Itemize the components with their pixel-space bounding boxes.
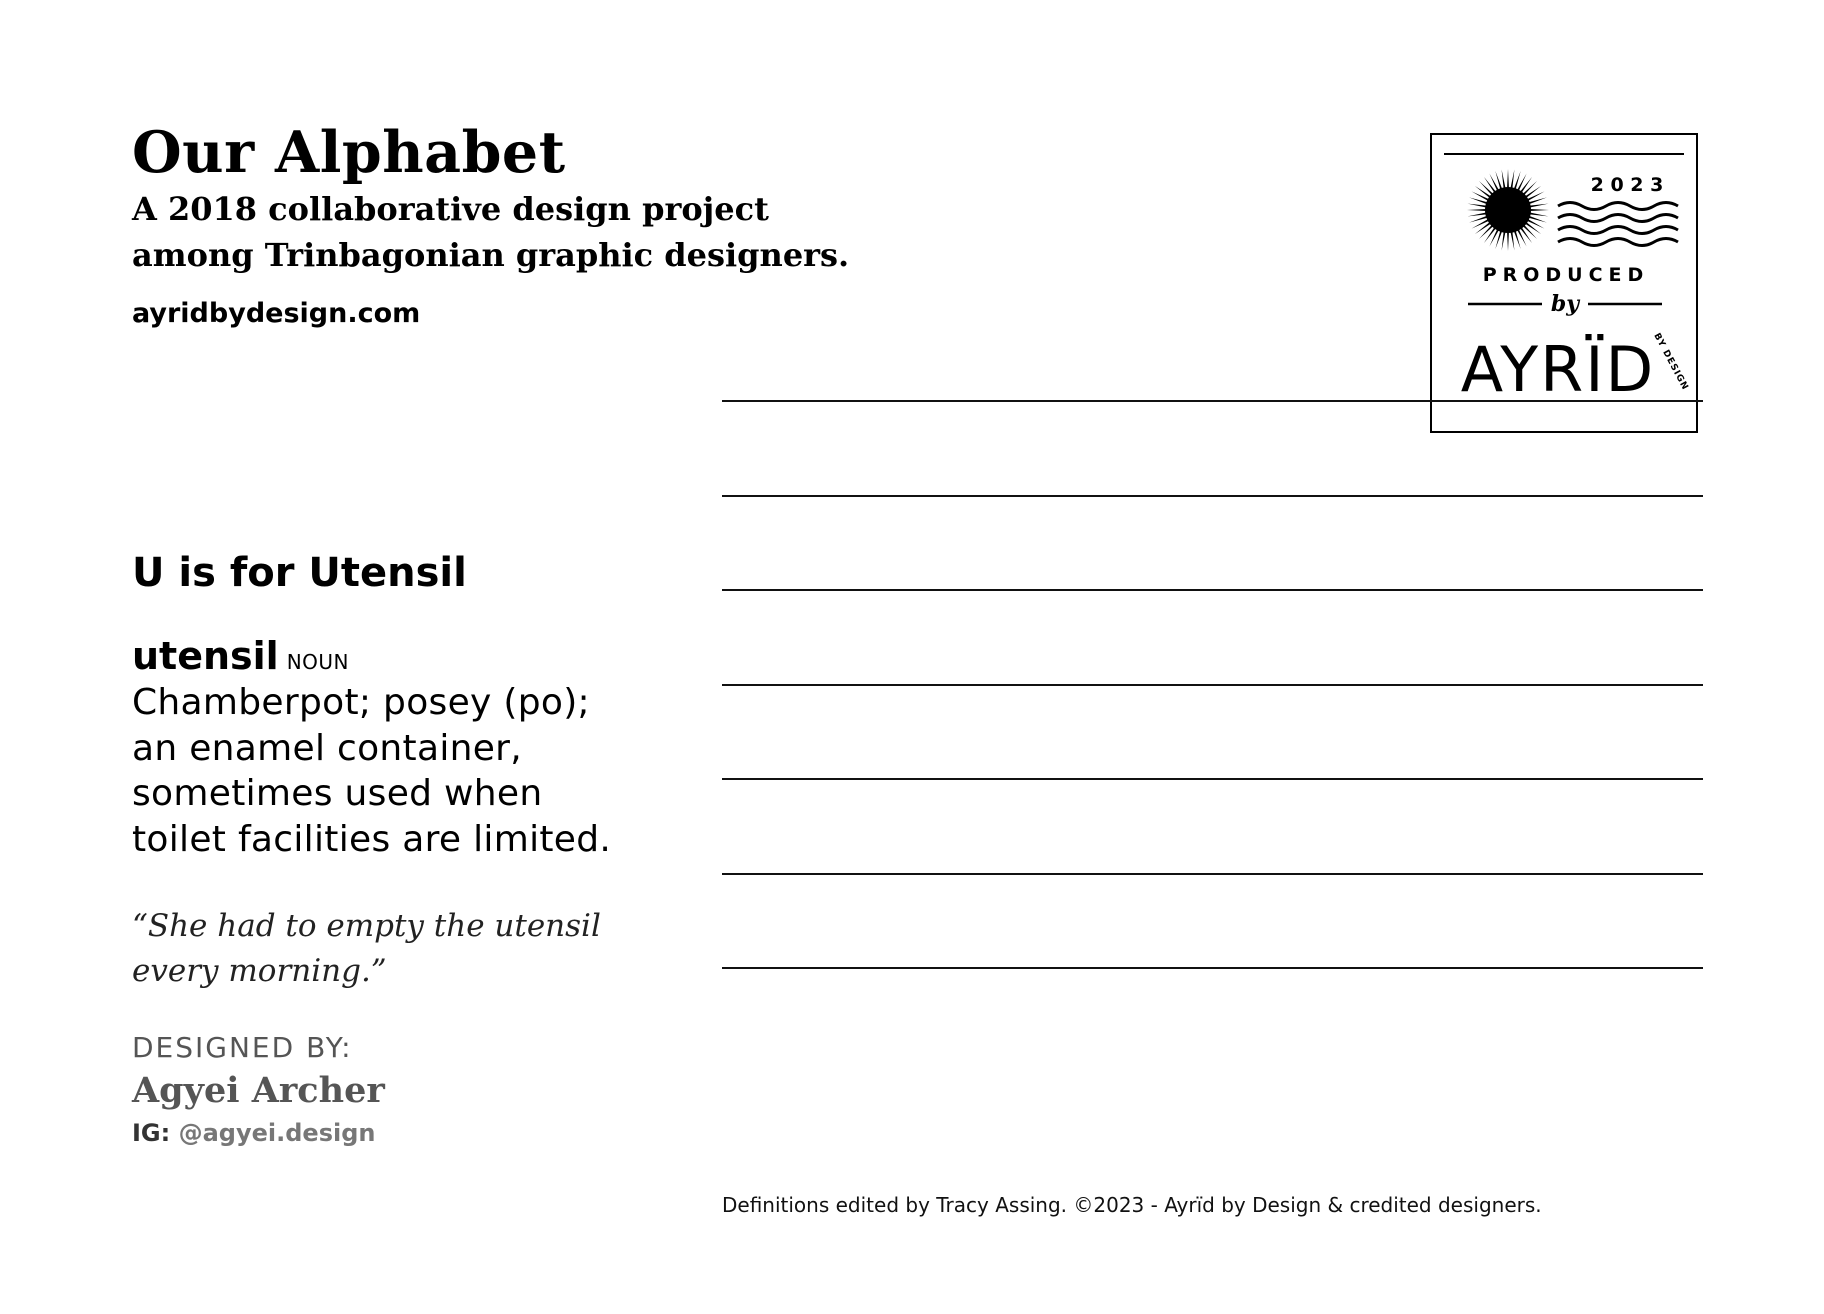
writing-line (722, 400, 1703, 402)
part-of-speech: NOUN (286, 650, 350, 674)
produced-by-badge (1430, 133, 1698, 433)
definition-line: Chamberpot; posey (po); (132, 682, 590, 723)
footer-credits: Definitions edited by Tracy Assing. ©2023 - Ayrïd by Design & credited designers. (722, 1193, 1542, 1217)
quote-line: every morning.” (132, 953, 387, 989)
usage-quote (132, 904, 601, 994)
term-word: utensil (132, 634, 279, 678)
project-subtitle (132, 186, 849, 278)
designer-name: Agyei Archer (132, 1070, 385, 1111)
definition-line: toilet facilities are limited. (132, 818, 612, 860)
waves-icon (1558, 203, 1678, 246)
designer-instagram (132, 1116, 375, 1150)
definition-line: sometimes used when (132, 773, 543, 814)
badge-by: by (1550, 291, 1580, 317)
badge-year: 2 0 2 3 (1590, 174, 1664, 196)
writing-line (722, 589, 1703, 591)
definition-line: an enamel container, (132, 727, 523, 769)
sun-icon (1467, 169, 1549, 251)
subtitle-line: A 2018 collaborative design project (132, 190, 769, 228)
definition (132, 680, 611, 862)
writing-line (722, 684, 1703, 686)
instagram-label: IG: (132, 1119, 179, 1147)
writing-line (722, 873, 1703, 875)
page-title: Our Alphabet (132, 119, 566, 186)
writing-line (722, 778, 1703, 780)
designed-by-label: DESIGNED BY: (132, 1031, 353, 1064)
badge-tagline: BY DESIGN (1651, 331, 1690, 393)
website-link[interactable]: ayridbydesign.com (132, 298, 421, 329)
quote-line: “She had to empty the utensil (132, 908, 601, 944)
badge-produced: PRODUCED (1482, 264, 1650, 286)
subtitle-line: among Trinbagonian graphic designers. (132, 236, 850, 274)
badge-brand: AYRÏD (1460, 333, 1656, 406)
writing-line (722, 495, 1703, 497)
instagram-handle[interactable]: @agyei.design (178, 1119, 376, 1147)
letter-heading: U is for Utensil (132, 550, 467, 596)
writing-line (722, 967, 1703, 969)
